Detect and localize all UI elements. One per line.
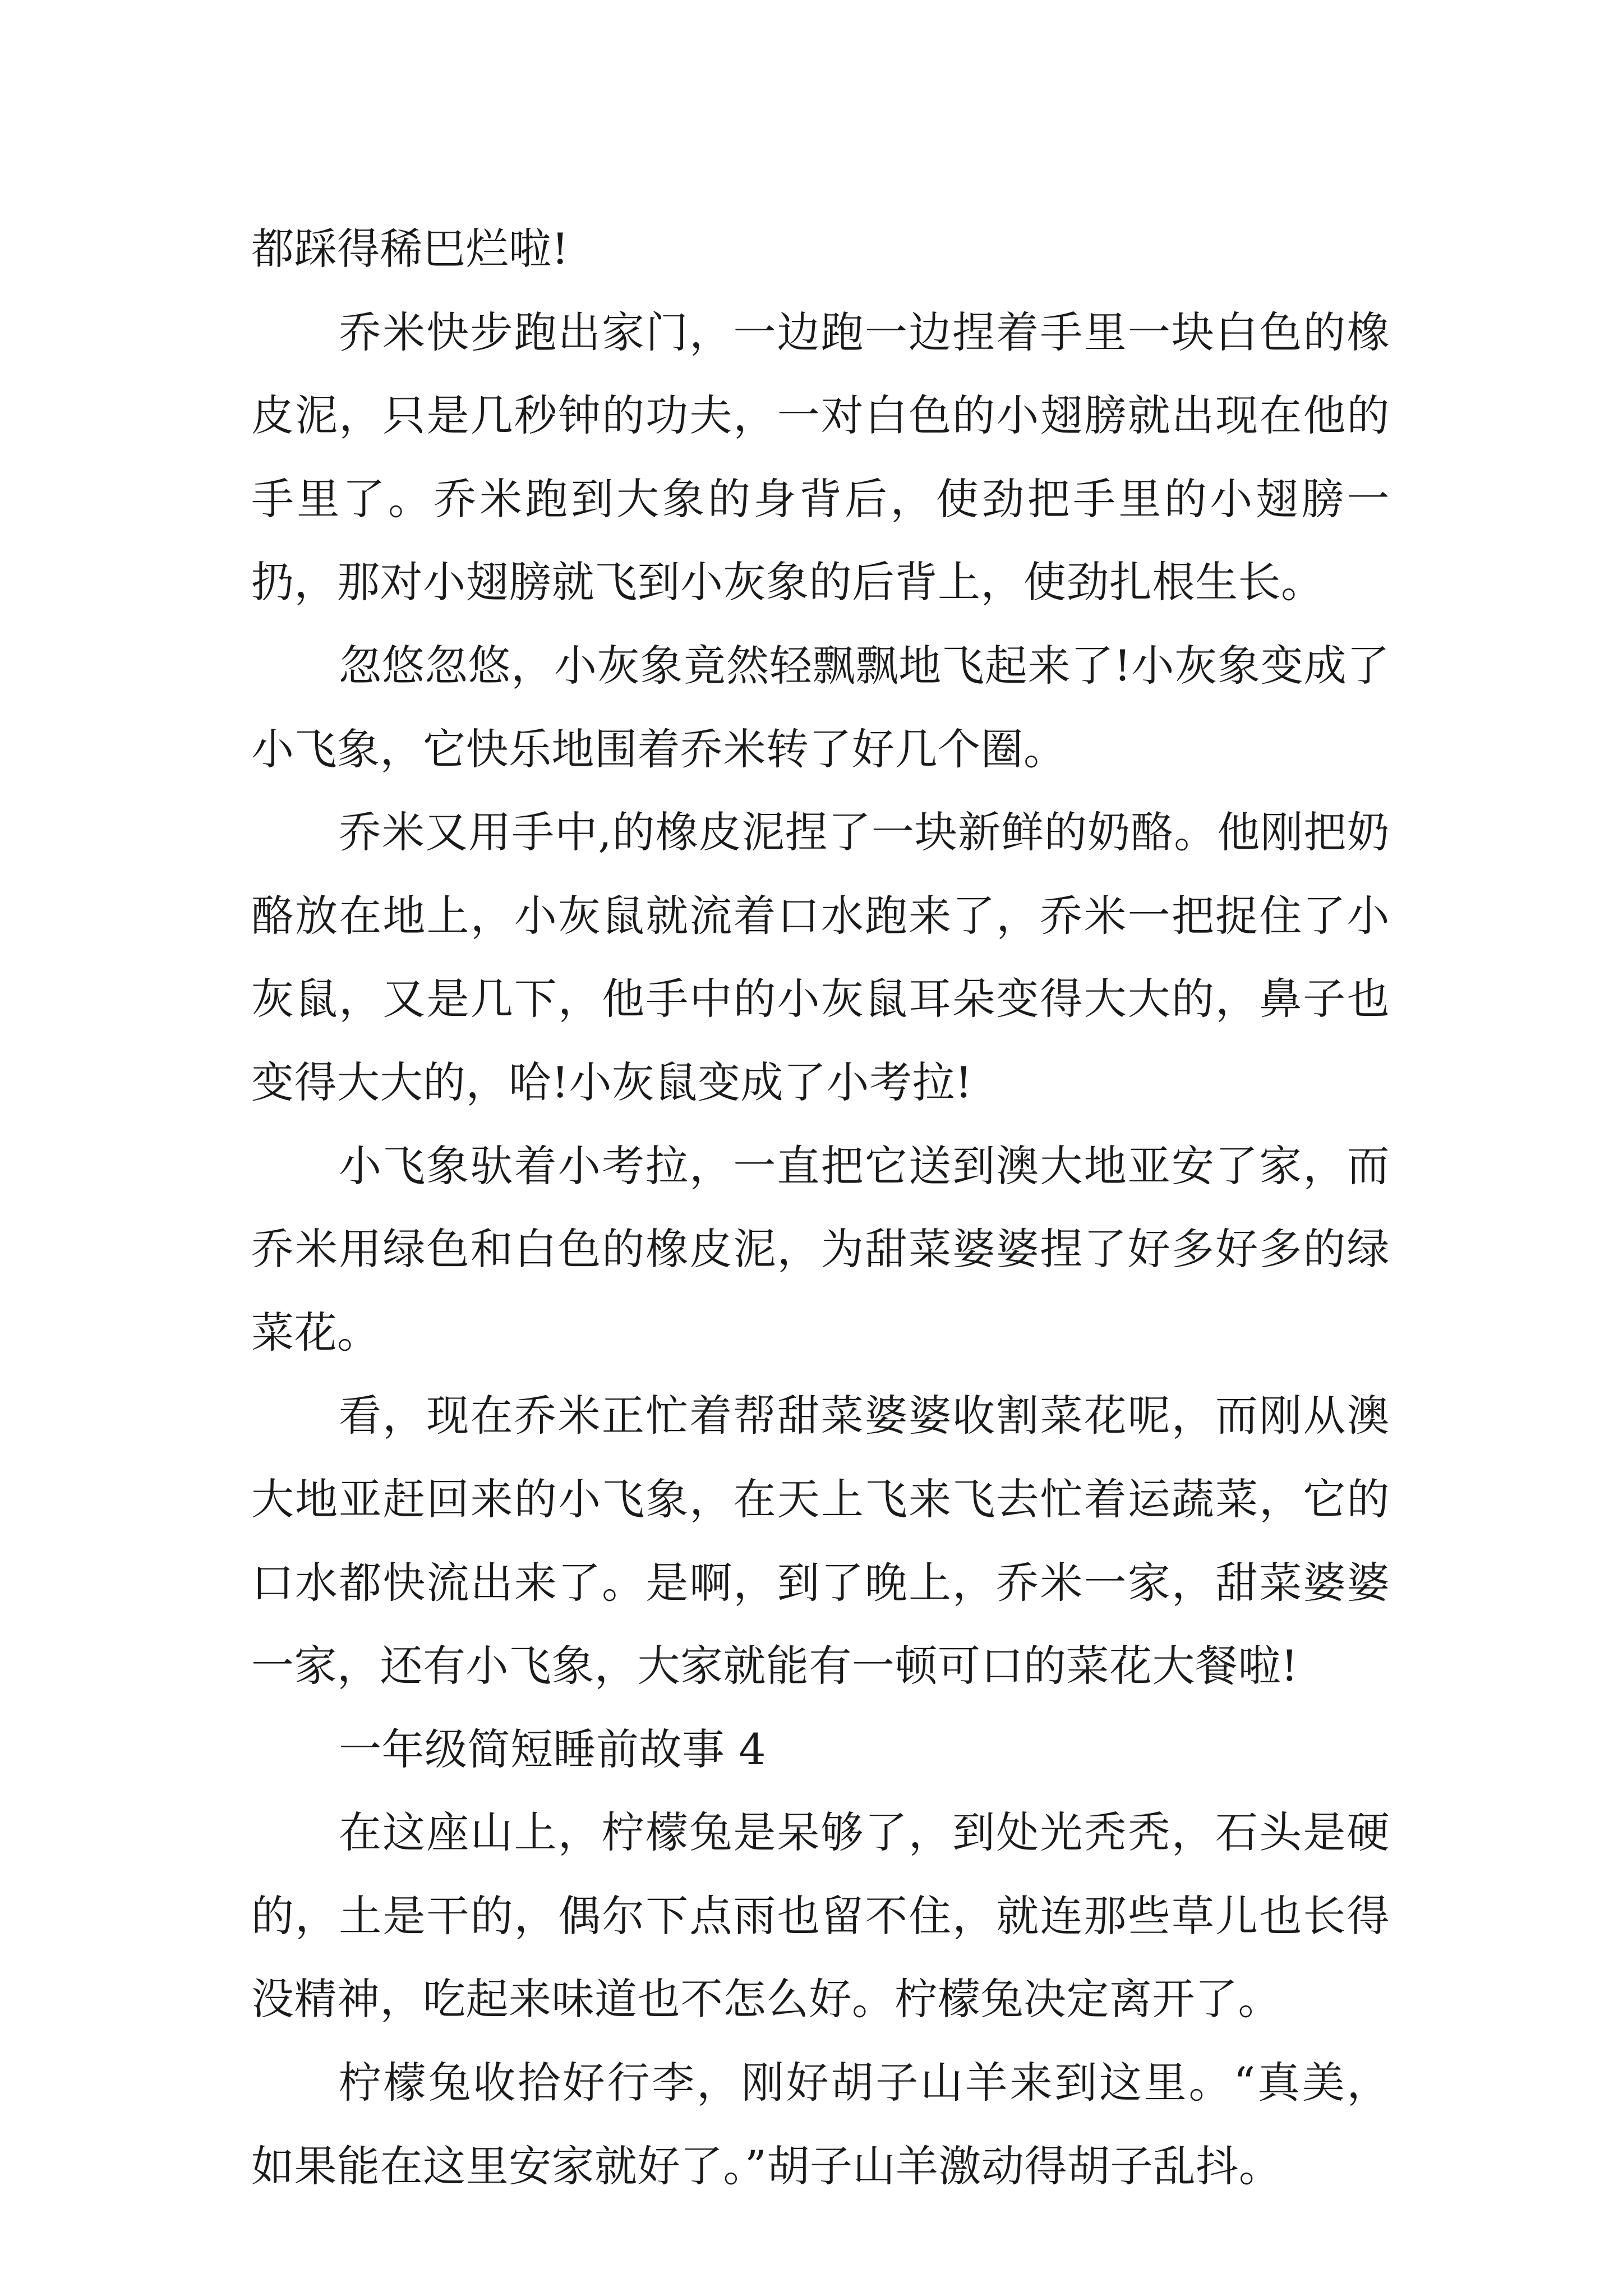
paragraph: 小飞象驮着小考拉，一直把它送到澳大地亚安了家，而乔米用绿色和白色的橡皮泥，为甜菜婆婆捏了好多好多的绿菜花。: [251, 1140, 1390, 1358]
paragraph: 在这座山上，柠檬兔是呆够了，到处光秃秃，石头是硬的，土是干的，偶尔下点雨也留不住，就连那些草儿也长得没精神，吃起来味道也不怎么好。柠檬兔决定离开了。: [251, 1807, 1390, 2024]
section-heading: 一年级简短睡前故事 4: [339, 1724, 767, 1774]
paragraph: 乔米快步跑出家门，一边跑一边捏着手里一块白色的橡皮泥，只是几秒钟的功夫，一对白色的小翅膀就出现在他的手里了。乔米跑到大象的身背后，使劲把手里的小翅膀一扔，那对小翅膀就飞到小灰象的后背上，使劲扎根生长。: [251, 307, 1390, 608]
paragraph: 柠檬兔收拾好行李，刚好胡子山羊来到这里。“真美，如果能在这里安家就好了。”胡子山羊激动得胡子乱抖。: [251, 2058, 1390, 2191]
paragraph: 忽悠忽悠，小灰象竟然轻飘飘地飞起来了!小灰象变成了小飞象，它快乐地围着乔米转了好几个圈。: [251, 640, 1390, 774]
paragraph: 乔米又用手中,的橡皮泥捏了一块新鲜的奶酪。他刚把奶酪放在地上，小灰鼠就流着口水跑来了，乔米一把捉住了小灰鼠，又是几下，他手中的小灰鼠耳朵变得大大的，鼻子也变得大大的，哈!小灰鼠变成了小考拉!: [251, 807, 1390, 1107]
paragraph: 都踩得稀巴烂啦!: [251, 224, 569, 274]
document-body: [251, 208, 1390, 2208]
paragraph: 看，现在乔米正忙着帮甜菜婆婆收割菜花呢，而刚从澳大地亚赶回来的小飞象，在天上飞来飞去忙着运蔬菜，它的口水都快流出来了。是啊，到了晚上，乔米一家，甜菜婆婆一家，还有小飞象，大家就能有一顿可口的菜花大餐啦!: [251, 1391, 1390, 1691]
